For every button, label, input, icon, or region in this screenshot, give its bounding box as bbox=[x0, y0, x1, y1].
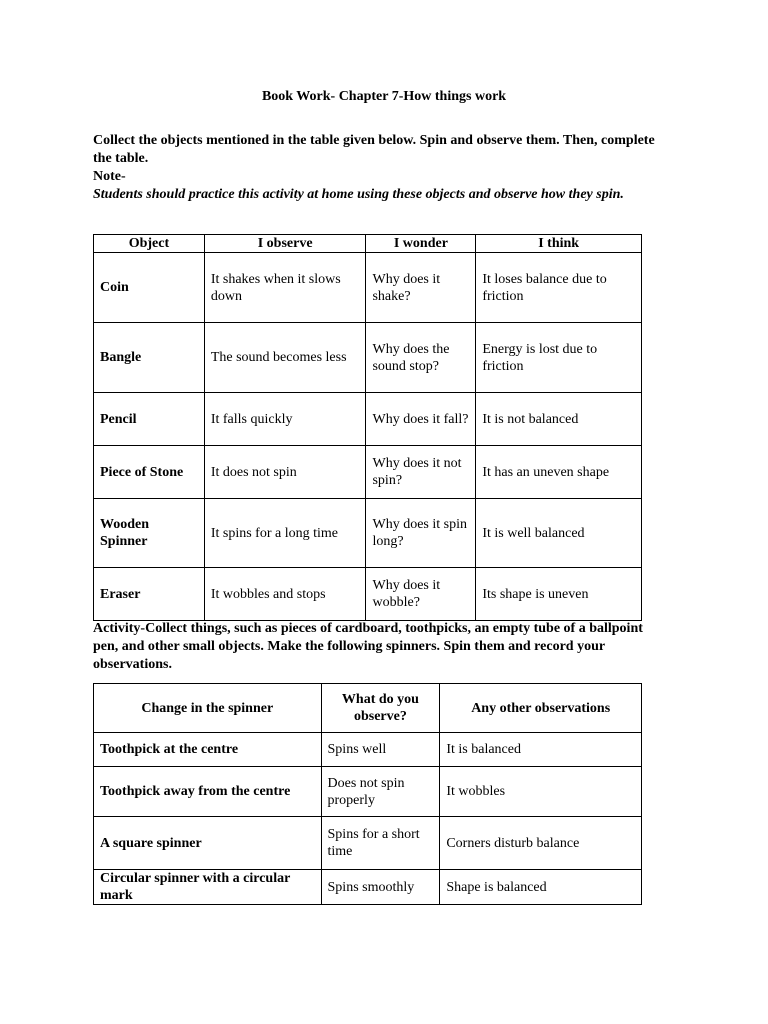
think-cell: Its shape is uneven bbox=[476, 568, 642, 621]
think-cell: It is well balanced bbox=[476, 499, 642, 568]
object-cell: Coin bbox=[94, 253, 205, 323]
spinner-table bbox=[93, 683, 642, 905]
table-row bbox=[94, 499, 642, 568]
object-cell: Piece of Stone bbox=[94, 446, 205, 499]
column-header-think: I think bbox=[476, 235, 642, 253]
wonder-cell: Why does it not spin? bbox=[366, 446, 476, 499]
observe-cell: Spins for a short time bbox=[321, 817, 440, 870]
object-cell: Pencil bbox=[94, 393, 205, 446]
change-cell: A square spinner bbox=[94, 817, 322, 870]
table-row bbox=[94, 393, 642, 446]
other-cell: Shape is balanced bbox=[440, 870, 642, 905]
page-title: Book Work- Chapter 7-How things work bbox=[261, 89, 507, 104]
table-header-row bbox=[94, 684, 642, 733]
wonder-cell: Why does it shake? bbox=[366, 253, 476, 323]
observe-cell: The sound becomes less bbox=[204, 323, 366, 393]
column-header-other-observations: Any other observations bbox=[440, 684, 642, 733]
intro-instructions: Collect the objects mentioned in the table given below. Spin and observe them. Then, complete the table. bbox=[93, 133, 655, 166]
other-cell: It is balanced bbox=[440, 733, 642, 767]
change-cell: Toothpick at the centre bbox=[94, 733, 322, 767]
table-row bbox=[94, 870, 642, 905]
activity-text: Activity-Collect things, such as pieces of cardboard, toothpicks, an empty tube of a ballpoint pen, and other small objects. Make the following spinners. Spin them and record your observations. bbox=[93, 621, 643, 672]
column-header-observe: I observe bbox=[204, 235, 366, 253]
think-cell: It loses balance due to friction bbox=[476, 253, 642, 323]
object-cell: Bangle bbox=[94, 323, 205, 393]
wonder-cell: Why does it fall? bbox=[366, 393, 476, 446]
table-row bbox=[94, 733, 642, 767]
table-row bbox=[94, 253, 642, 323]
observe-cell: Does not spin properly bbox=[321, 767, 440, 817]
table-row bbox=[94, 767, 642, 817]
table-header-row bbox=[94, 235, 642, 253]
note-text: Students should practice this activity at home using these objects and observe how they spin. bbox=[93, 187, 624, 202]
object-cell: Eraser bbox=[94, 568, 205, 621]
table-row bbox=[94, 323, 642, 393]
column-header-object: Object bbox=[94, 235, 205, 253]
observe-cell: It does not spin bbox=[204, 446, 366, 499]
table-row bbox=[94, 568, 642, 621]
table-row bbox=[94, 817, 642, 870]
table-row bbox=[94, 446, 642, 499]
observe-cell: It wobbles and stops bbox=[204, 568, 366, 621]
observe-cell: Spins well bbox=[321, 733, 440, 767]
change-cell: Toothpick away from the centre bbox=[94, 767, 322, 817]
observe-cell: It falls quickly bbox=[204, 393, 366, 446]
object-cell: Wooden Spinner bbox=[94, 499, 205, 568]
change-cell: Circular spinner with a circular mark bbox=[94, 870, 322, 905]
column-header-change: Change in the spinner bbox=[94, 684, 322, 733]
observe-cell: It shakes when it slows down bbox=[204, 253, 366, 323]
column-header-wonder: I wonder bbox=[366, 235, 476, 253]
observe-cell: Spins smoothly bbox=[321, 870, 440, 905]
think-cell: Energy is lost due to friction bbox=[476, 323, 642, 393]
column-header-what-observe: What do you observe? bbox=[321, 684, 440, 733]
wonder-cell: Why does it wobble? bbox=[366, 568, 476, 621]
other-cell: It wobbles bbox=[440, 767, 642, 817]
observe-cell: It spins for a long time bbox=[204, 499, 366, 568]
wonder-cell: Why does the sound stop? bbox=[366, 323, 476, 393]
think-cell: It is not balanced bbox=[476, 393, 642, 446]
note-label: Note- bbox=[93, 169, 126, 184]
wonder-cell: Why does it spin long? bbox=[366, 499, 476, 568]
other-cell: Corners disturb balance bbox=[440, 817, 642, 870]
think-cell: It has an uneven shape bbox=[476, 446, 642, 499]
observation-table bbox=[93, 234, 642, 621]
